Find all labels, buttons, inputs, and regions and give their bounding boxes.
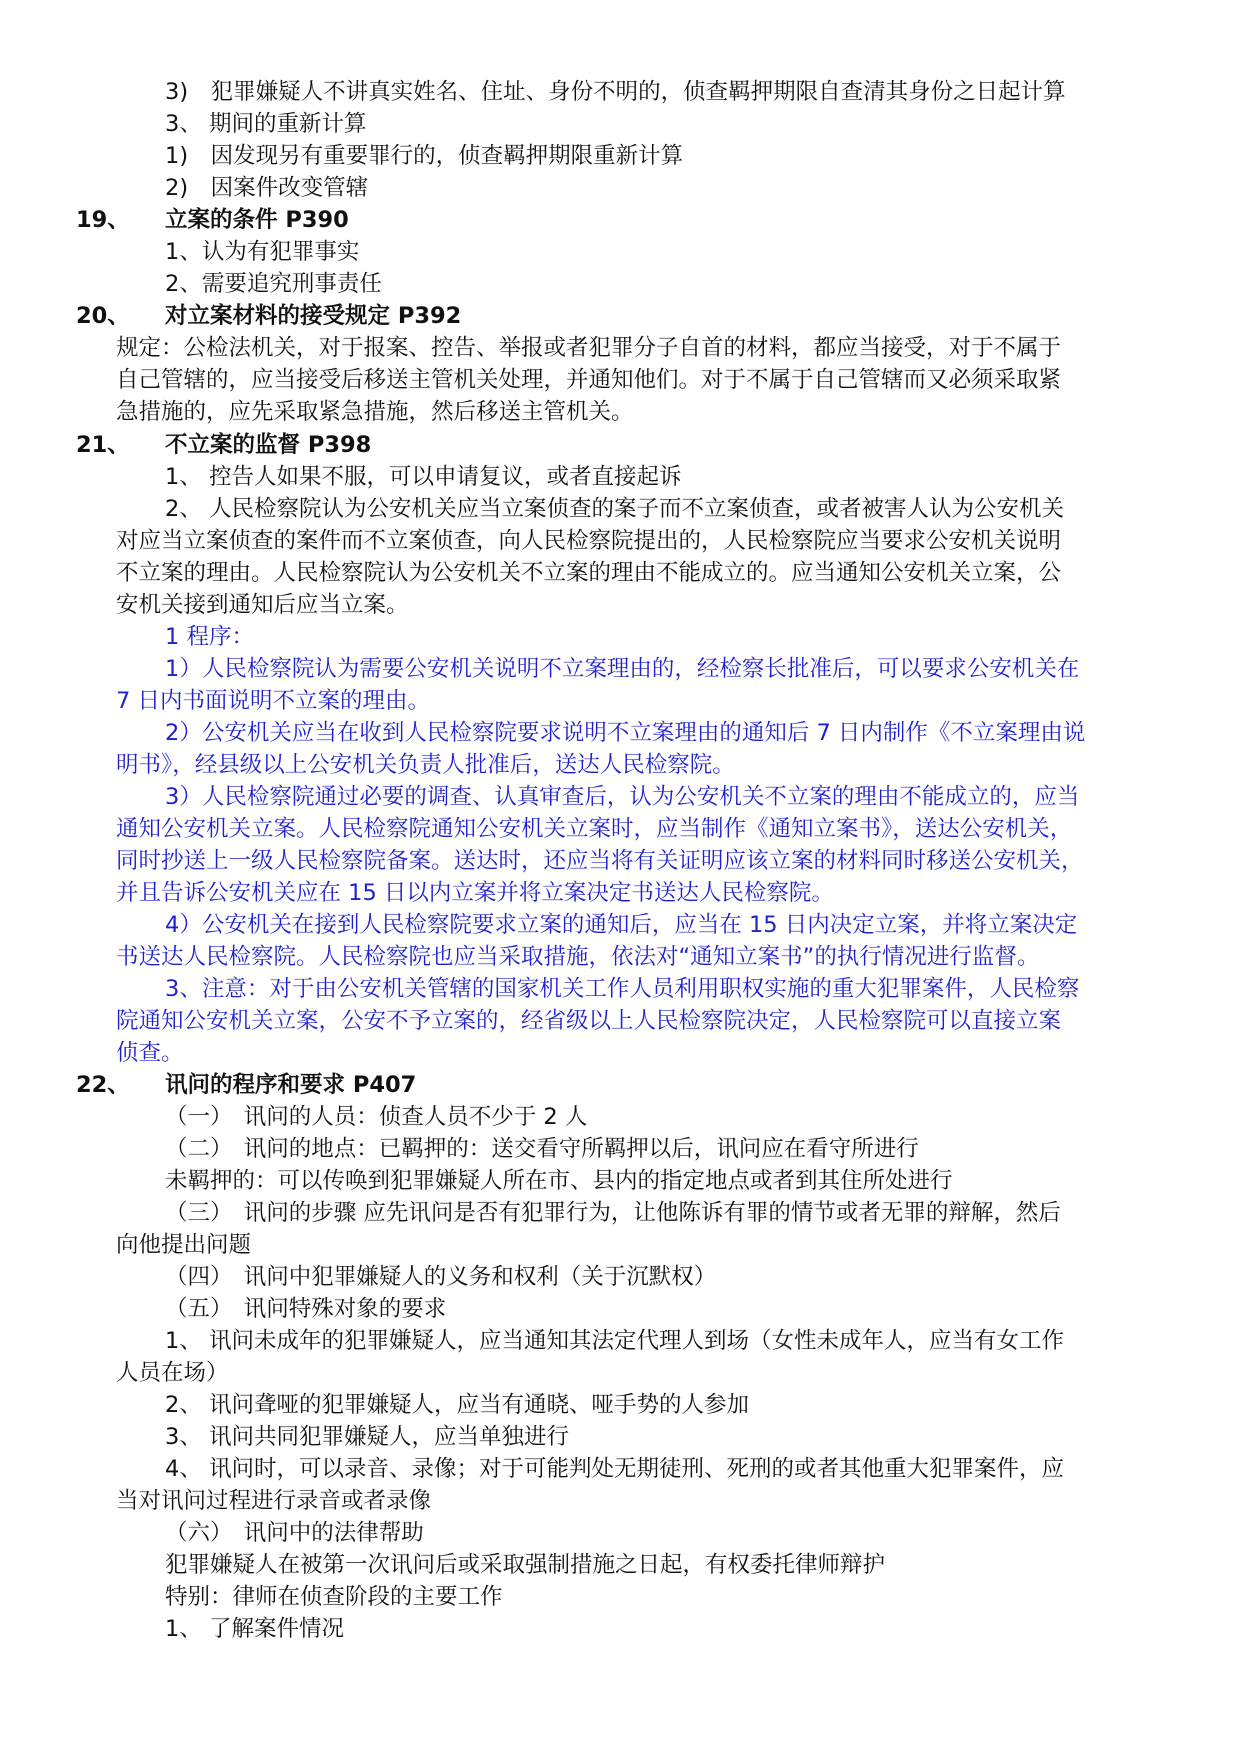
- text-line: 安机关接到通知后应当立案。: [116, 592, 409, 618]
- text-line: 人员在场）: [116, 1360, 229, 1386]
- text-line: 自己管辖的，应当接受后移送主管机关处理，并通知他们。对于不属于自己管辖而又必须采取紧: [116, 367, 1062, 393]
- highlighted-text-line: 同时抄送上一级人民检察院备案。送达时，还应当将有关证明应该立案的材料同时移送公安机关，: [116, 848, 1084, 874]
- highlighted-text-line: 3、注意：对于由公安机关管辖的国家机关工作人员利用职权实施的重大犯罪案件，人民检察: [165, 976, 1080, 1002]
- text-line: 对应当立案侦查的案件而不立案侦查，向人民检察院提出的，人民检察院应当要求公安机关说明: [116, 528, 1062, 554]
- text-line: 2、 人民检察院认为公安机关应当立案侦查的案子而不立案侦查，或者被害人认为公安机关: [165, 496, 1064, 522]
- highlighted-text-line: 2）公安机关应当在收到人民检察院要求说明不立案理由的通知后 7 日内制作《不立案理由说: [165, 720, 1086, 746]
- text-line: （二） 讯问的地点：已羁押的：送交看守所羁押以后，讯问应在看守所进行: [165, 1136, 919, 1162]
- text-line: 4、 讯问时，可以录音、录像；对于可能判处无期徒刑、死刑的或者其他重大犯罪案件，应: [165, 1456, 1064, 1482]
- text-line: 未羁押的：可以传唤到犯罪嫌疑人所在市、县内的指定地点或者到其住所处进行: [165, 1168, 953, 1194]
- text-line: 1、 控告人如果不服，可以申请复议，或者直接起诉: [165, 464, 682, 490]
- text-line: 1、 讯问未成年的犯罪嫌疑人，应当通知其法定代理人到场（女性未成年人，应当有女工作: [165, 1328, 1064, 1354]
- text-line: 规定：公检法机关，对于报案、控告、举报或者犯罪分子自首的材料，都应当接受，对于不属于: [116, 335, 1062, 361]
- text-line: 1、认为有犯罪事实: [165, 239, 360, 265]
- section-number: 19、: [76, 207, 130, 233]
- highlighted-text-line: 并且告诉公安机关应在 15 日以内立案并将立案决定书送达人民检察院。: [116, 880, 834, 906]
- section-number: 22、: [76, 1072, 130, 1098]
- text-line: 1、 了解案件情况: [165, 1616, 344, 1642]
- highlighted-text-line: 4）公安机关在接到人民检察院要求立案的通知后，应当在 15 日内决定立案，并将立案决定: [165, 912, 1078, 938]
- text-line: 3、 期间的重新计算: [165, 111, 367, 137]
- highlighted-text-line: 3）人民检察院通过必要的调查、认真审查后，认为公安机关不立案的理由不能成立的，应当: [165, 784, 1080, 810]
- text-line: （一） 讯问的人员：侦查人员不少于 2 人: [165, 1104, 588, 1130]
- text-line: 向他提出问题: [116, 1232, 252, 1258]
- highlighted-text-line: 书送达人民检察院。人民检察院也应当采取措施，依法对“通知立案书”的执行情况进行监督。: [116, 944, 1040, 970]
- highlighted-text-line: 院通知公安机关立案，公安不予立案的，经省级以上人民检察院决定，人民检察院可以直接立案: [116, 1008, 1062, 1034]
- section-heading: 对立案材料的接受规定 P392: [165, 303, 462, 329]
- text-line: 犯罪嫌疑人在被第一次讯问后或采取强制措施之日起，有权委托律师辩护: [165, 1552, 886, 1578]
- text-line: 2) 因案件改变管辖: [165, 175, 369, 201]
- text-line: （六） 讯问中的法律帮助: [165, 1520, 424, 1546]
- text-line: 1) 因发现另有重要罪行的，侦查羁押期限重新计算: [165, 143, 684, 169]
- section-number: 20、: [76, 303, 130, 329]
- text-line: 不立案的理由。人民检察院认为公安机关不立案的理由不能成立的。应当通知公安机关立案，公: [116, 560, 1062, 586]
- highlighted-text-line: 通知公安机关立案。人民检察院通知公安机关立案时，应当制作《通知立案书》，送达公安机关，: [116, 816, 1073, 842]
- highlighted-text-line: 明书》，经县级以上公安机关负责人批准后，送达人民检察院。: [116, 752, 735, 778]
- text-line: 3、 讯问共同犯罪嫌疑人，应当单独进行: [165, 1424, 569, 1450]
- text-line: 急措施的，应先采取紧急措施，然后移送主管机关。: [116, 399, 634, 425]
- text-line: 2、 讯问聋哑的犯罪嫌疑人，应当有通晓、哑手势的人参加: [165, 1392, 749, 1418]
- highlighted-text-line: 1）人民检察院认为需要公安机关说明不立案理由的，经检察长批准后，可以要求公安机关在: [165, 656, 1080, 682]
- text-line: （四） 讯问中犯罪嫌疑人的义务和权利（关于沉默权）: [165, 1264, 717, 1290]
- highlighted-text-line: 侦查。: [116, 1040, 184, 1066]
- text-line: 3) 犯罪嫌疑人不讲真实姓名、住址、身份不明的，侦查羁押期限自查清其身份之日起计算: [165, 79, 1066, 105]
- text-line: （三） 讯问的步骤 应先讯问是否有犯罪行为，让他陈诉有罪的情节或者无罪的辩解，然后: [165, 1200, 1061, 1226]
- section-number: 21、: [76, 432, 130, 458]
- text-line: 特别：律师在侦查阶段的主要工作: [165, 1584, 503, 1610]
- section-heading: 立案的条件 P390: [165, 207, 349, 233]
- text-line: （五） 讯问特殊对象的要求: [165, 1296, 447, 1322]
- section-heading: 不立案的监督 P398: [165, 432, 372, 458]
- text-line: 2、需要追究刑事责任: [165, 271, 382, 297]
- highlighted-text-line: 1 程序：: [165, 624, 254, 650]
- highlighted-text-line: 7 日内书面说明不立案的理由。: [116, 688, 430, 714]
- text-line: 当对讯问过程进行录音或者录像: [116, 1488, 432, 1514]
- section-heading: 讯问的程序和要求 P407: [165, 1072, 417, 1098]
